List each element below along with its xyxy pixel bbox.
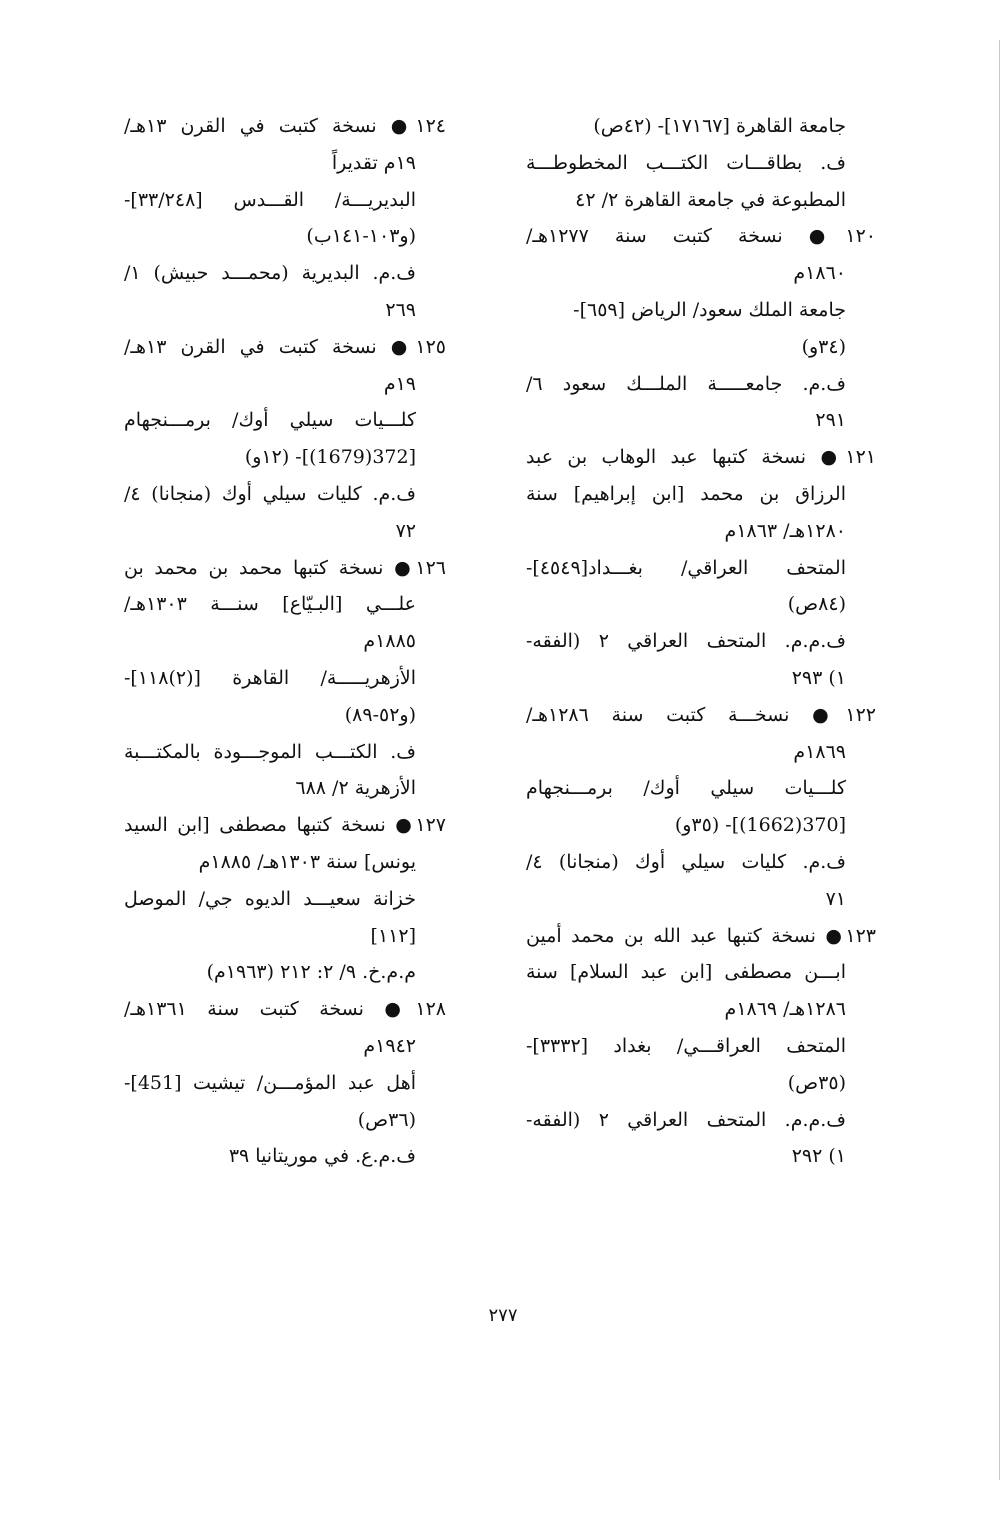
text-line: ١٢٨٦هـ/ ١٨٦٩م bbox=[724, 998, 846, 1021]
text-line: ف. بطاقـــات الكتـــب المخطوطـــة bbox=[526, 151, 846, 174]
text-line: ١٢٨● نسخة كتبت سنة ١٣٦١هـ/ bbox=[124, 998, 446, 1021]
text-line: ٧١ bbox=[825, 887, 846, 910]
text-line: ١٢٧● نسخة كتبها مصطفى [ابن السيد bbox=[124, 814, 446, 837]
text-line: [372(1679)]- (١٢و) bbox=[244, 446, 416, 469]
text-line: ١٩م bbox=[383, 372, 416, 395]
text-line: ٢٩١ bbox=[815, 409, 846, 432]
text-line: ف.م. البديرية (محمـــد حبيش) ١/ bbox=[124, 262, 416, 285]
text-line: م.م.خ. ٩/ ٢: ٢١٢ (١٩٦٣م) bbox=[206, 961, 416, 984]
text-line: ١٩٤٢م bbox=[363, 1034, 416, 1057]
text-line: (و٥٢-٨٩) bbox=[344, 703, 416, 726]
text-line: ١٢٤● نسخة كتبت في القرن ١٣هـ/ bbox=[124, 115, 446, 137]
text-line: الأزهريـــــة/ القاهرة [(٢)١١٨]- bbox=[124, 666, 416, 689]
text-line: ف.م. كليات سيلي أوك (منجانا) ٤/ bbox=[526, 850, 846, 873]
left-column bbox=[124, 108, 446, 1175]
text-line: ١٨٦٠م bbox=[793, 262, 846, 285]
text-line: المتحف العراقي/ بغـــداد[٤٥٤٩]- bbox=[526, 556, 846, 579]
text-line: الرزاق بن محمد [ابن إبراهيم] سنة bbox=[526, 482, 846, 505]
text-line: جامعة الملك سعود/ الرياض [٦٥٩]- bbox=[573, 298, 846, 321]
text-line: ف.م. كليات سيلي أوك (منجانا) ٤/ bbox=[124, 482, 416, 505]
text-line: كلـــيات سيلي أوك/ برمـــنجهام bbox=[124, 409, 416, 432]
right-column bbox=[526, 108, 876, 1175]
text-line: كلـــيات سيلي أوك/ برمـــنجهام bbox=[526, 777, 846, 800]
text-line: (٨٤ص) bbox=[787, 593, 846, 616]
text-line: المطبوعة في جامعة القاهرة ٢/ ٤٢ bbox=[575, 188, 846, 211]
text-line: ١٨٨٥م bbox=[363, 630, 416, 653]
text-line: ٧٢ bbox=[395, 519, 416, 542]
text-line: الأزهرية ٢/ ٦٨٨ bbox=[295, 777, 416, 800]
text-line: ١٢١● نسخة كتبها عبد الوهاب بن عبد bbox=[526, 446, 876, 469]
text-line: (٣٥ص) bbox=[787, 1071, 846, 1094]
text-line: ف. الكتـــب الموجـــودة بالمكتـــبة bbox=[124, 740, 416, 763]
text-line: [370(1662)]- (٣٥و) bbox=[674, 814, 846, 837]
text-line: أهل عبد المؤمـــن/ تيشيت [451]- bbox=[124, 1071, 416, 1094]
text-line: ١٨٦٩م bbox=[793, 740, 846, 763]
text-line: ١٢٦● نسخة كتبها محمد بن محمد بن bbox=[124, 556, 446, 579]
text-line: ١٢٥● نسخة كتبت في القرن ١٣هـ/ bbox=[124, 335, 446, 358]
text-line: ١٢٢● نسخـــة كتبت سنة ١٢٨٦هـ/ bbox=[526, 703, 876, 726]
text-line: علـــي [البـيّاع] سنـــة ١٣٠٣هـ/ bbox=[124, 593, 416, 616]
text-line: ١) ٢٩٣ bbox=[791, 666, 846, 689]
text-line: البديريـــة/ القـــدس [٣٣/٢٤٨]- bbox=[124, 188, 416, 211]
text-line: يونس] سنة ١٣٠٣هـ/ ١٨٨٥م bbox=[198, 850, 416, 873]
text-line: جامعة القاهرة [١٧١٦٧]- (٤٢ص) bbox=[593, 115, 846, 137]
text-line: [١١٢] bbox=[370, 924, 416, 947]
text-line: ف.م.م. المتحف العراقي ٢ (الفقه- bbox=[526, 1108, 846, 1131]
text-line: ٢٦٩ bbox=[385, 298, 416, 321]
text-line: ف.م. جامعـــــة الملـــك سعود ٦/ bbox=[526, 372, 846, 395]
text-line: (٣٤و) bbox=[801, 335, 846, 358]
text-line: ١٢٨٠هـ/ ١٨٦٣م bbox=[724, 519, 846, 542]
text-line: خزانة سعيـــد الديوه جي/ الموصل bbox=[124, 887, 416, 910]
text-line: (٣٦ص) bbox=[357, 1108, 416, 1131]
text-line: ابـــن مصطفى [ابن عبد السلام] سنة bbox=[526, 961, 846, 984]
page-number: ٢٧٧ bbox=[488, 1305, 518, 1326]
text-line: ١) ٢٩٢ bbox=[791, 1145, 846, 1168]
text-line: ف.م.م. المتحف العراقي ٢ (الفقه- bbox=[526, 630, 846, 653]
text-line: ١٢٣● نسخة كتبها عبد الله بن محمد أمين bbox=[526, 924, 876, 947]
text-line: ١٢٠● نسخة كتبت سنة ١٢٧٧هـ/ bbox=[526, 225, 876, 248]
page-edge-line bbox=[999, 40, 1000, 1480]
text-line: (و١٠٣-١٤١ب) bbox=[306, 225, 416, 248]
text-line: المتحف العراقـــي/ بغداد [٣٣٣٢]- bbox=[526, 1034, 846, 1057]
text-line: ١٩م تقديراً bbox=[331, 151, 416, 174]
text-line: ف.م.ع. في موريتانيا ٣٩ bbox=[228, 1145, 416, 1168]
